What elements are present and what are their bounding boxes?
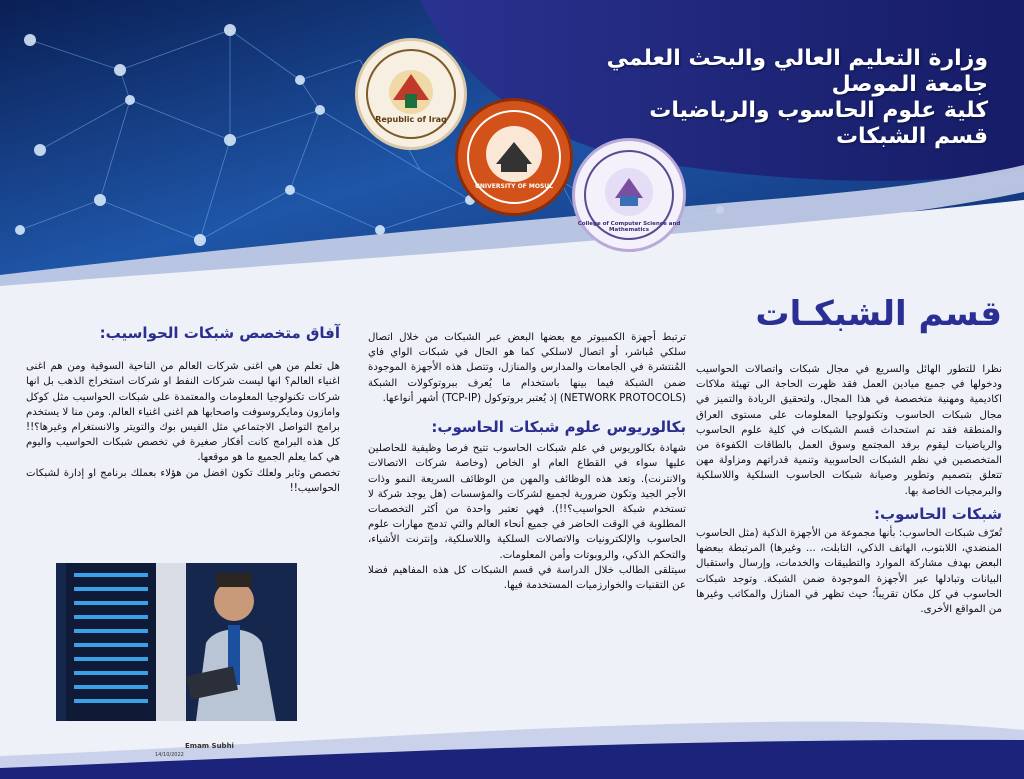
bachelor-heading: بكالوريوس علوم شبكات الحاسوب: xyxy=(431,418,686,437)
left-column xyxy=(26,326,340,496)
university-logo-label: UNIVERSITY OF MOSUL xyxy=(475,183,553,190)
department-title: قسم الشبكـات xyxy=(755,294,1002,334)
footer-date: 14/10/2022 xyxy=(155,752,184,758)
computer-networks-text: تُعرّف شبكات الحاسوب: بأنها مجموعة من الأجهزة الذكية (مثل الحاسوب المنضدي، اللابتوب، الهاتف الذكي، التابلت، ... وغيرها) المرتبطة ببعضها البعض بهدف مشاركة الموارد والتطبيقات والخدمات، وإرسال واستقبال البيانات وتبادلها عبر الأجهزة الموجودة ضمن الشبكة. وتوجد شبكات الحاسوب في كل مكان تقريباً؛ حيث تظهر في المنازل والمكاتب وغيرها من المواقع الأخرى. xyxy=(696,528,1002,616)
right-column xyxy=(696,362,1002,617)
server-room-photo xyxy=(56,563,297,721)
college-logo xyxy=(572,138,686,252)
header-banner xyxy=(0,0,1024,290)
header-line-university: جامعة الموصل xyxy=(831,72,988,97)
header-titles xyxy=(548,46,988,150)
header-line-college: كلية علوم الحاسوب والرياضيات xyxy=(649,98,988,123)
bachelor-closing: سيتلقى الطالب خلال الدراسة في قسم الشبكات كل هذه المفاهيم فضلا عن التقنيات والخوارزميات المستخدمة فيها. xyxy=(368,564,686,592)
bachelor-text: شهادة بكالوريوس في علم شبكات الحاسوب تتيح فرصا وظيفية للحاصلين عليها سواء في القطاع العام او الخاص (وخاصة شركات الاتصالات والانترنت). وتعد هذه الوظائف والمهن من الوظائف السريعة النمو وذات الأجر الجيد وتكون ضرورية لجميع لشركات والمؤسسات (هل يوجد شركة لا تستخدم شبكة الحواسيب؟!!). فهي تعتبر واحدة من أكثر التخصصات المطلوبة في الوقت الحاضر في جميع أنحاء العالم والتي تدمج مهارات علوم الحاسوب والإلكترونيات والاتصالات السلكية واللاسلكية، وإنترنت الأشياء، والتحكم الذكي، والروبوتات وأمن المعلومات. xyxy=(368,443,686,561)
header-line-department: قسم الشبكات xyxy=(835,124,988,149)
header-line-ministry: وزارة التعليم العالي والبحث العلمي xyxy=(606,46,988,71)
footer-wave xyxy=(0,716,1024,779)
networks-intro: ترتبط أجهزة الكمبيوتر مع بعضها البعض عبر الشبكات من خلال اتصال سلكي مُباشر، أو اتصال لاسلكي كما هو الحال في شبكات الواي فاي المُنتشرة في الجامعات والمدارس والمنازل، وتتصل هذه الأجهزة الموجودة ضمن الشبكة فيما بينها باستخدام ما يُعرف ببروتوكولات الشبكة (NETWORK PROTOCOLS) إذ يُعتبر بروتوكول (TCP-IP) أشهر أنواعها. xyxy=(368,332,686,404)
career-closing: تخصص وثابر ولعلك تكون افضل من هؤلاء بعملك برنامج او إدارة لشبكات الحواسيب!! xyxy=(26,467,340,494)
career-heading: آفاق متخصص شبكات الحواسيب: xyxy=(99,324,340,342)
computer-networks-heading: شبكات الحاسوب: xyxy=(874,504,1002,523)
middle-column xyxy=(368,330,686,593)
ministry-logo xyxy=(355,38,467,150)
ministry-logo-label: Republic of Iraq xyxy=(375,115,447,124)
career-text: هل تعلم من هي اغنى شركات العالم من الناحية السوقية ومن هم اغنى اغنياء العالم؟ انها ليست شركات النفط او شركات استخراج الذهب بل انها شركات تكنولوجيا المعلومات والمعتمدة على شبكات الحواسيب مثل كوكل وامازون ومايكروسوفت واصحابها هم اغنى اغنياء العالم. ومن منا لا يستخدم برامج التواصل الاجتماعي مثل الفيس بوك والتويتر والانستغرام وغيرها؟!! كل هذه البرامج كانت أفكار صغيرة في تخصص شبكات الحواسيب واليوم هي كما يعلم الجميع ما هو موقعها. xyxy=(26,361,340,464)
department-intro: نظرا للتطور الهائل والسريع في مجال شبكات واتصالات الحواسيب ودخولها في جميع ميادين العمل فقد ظهرت الحاجة الى تهيئة ملاكات اكاديمية ومهنية متخصصة في هذا المجال. ولتحقيق الريادة والتميز في مجال شبكات الحاسوب وتكنولوجيا المعلومات على مستوى العراق والمنطقة فقد تم استحداث قسم الشبكات في كلية علوم الحاسوب والرياضيات ليقوم برفد المجتمع وسوق العمل بالطاقات الكفوءة من المتخصصين في نظم الشبكات الحاسوبية وتنمية قدراتهم ومزاولة مهن تتعلق بتصميم وتطوير وصيانة شبكات الحاسوب السلكية واللاسلكية والبرمجيات الخاصة بها. xyxy=(696,364,1002,497)
college-logo-label: College of Computer Science and Mathematics xyxy=(577,221,681,233)
designer-logo: Emam Subhi xyxy=(185,742,234,750)
